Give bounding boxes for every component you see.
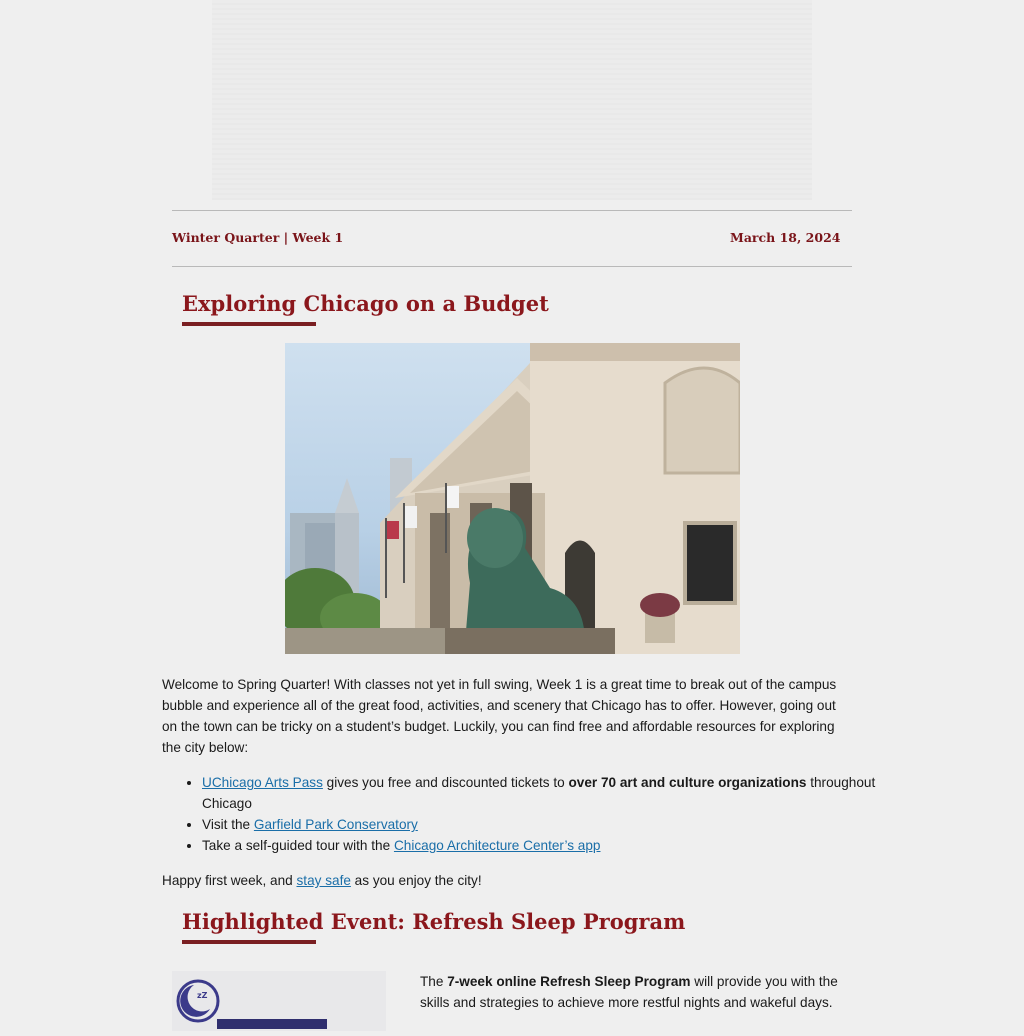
section-title-underline (182, 940, 316, 944)
art-institute-photo (285, 343, 740, 654)
event-description (420, 971, 850, 1013)
section-title-event: Highlighted Event: Refresh Sleep Program (182, 909, 686, 934)
list-item-tail: throughout Chicago (202, 775, 876, 811)
list-item (202, 835, 892, 856)
resources-list (162, 772, 892, 856)
garfield-park-link[interactable]: Garfield Park Conservatory (253, 817, 418, 832)
architecture-center-app-link[interactable]: Chicago Architecture Center’s app (393, 838, 601, 853)
intro-text: Welcome to Spring Quarter! With classes not yet in full swing, Week 1 is a great time to break out of the campus bubble and experience all of the great food, activities, and scenery that Chicago has to offer. However, going out on the town can be tricky on a student’s budget. Luckily, you can find free and affordable resources for exploring the city below: (162, 677, 837, 755)
section-title-underline (182, 322, 316, 326)
closing-prefix: Happy first week, and (162, 873, 297, 888)
list-item-bold: over 70 art and culture organizations (568, 775, 807, 790)
issue-date: March 18, 2024 (730, 230, 841, 245)
closing-suffix: as you enjoy the city! (350, 873, 482, 888)
event-text-prefix: The (420, 974, 448, 989)
header-banner-image (212, 0, 812, 200)
event-text-bold: 7-week online Refresh Sleep Program (447, 974, 691, 989)
closing-paragraph (162, 870, 854, 891)
event-text-suffix: will provide you with the skills and strategies to achieve more restful nights and wakeful days. (420, 974, 838, 1010)
list-item (202, 772, 892, 814)
refresh-sleep-logo-image (172, 971, 386, 1031)
arts-pass-link[interactable]: UChicago Arts Pass (202, 775, 323, 790)
list-item (202, 814, 892, 835)
moon-icon (172, 971, 386, 1031)
top-divider (172, 210, 852, 211)
quarter-week-label: Winter Quarter | Week 1 (172, 230, 344, 245)
list-item-text: gives you free and discounted tickets to (322, 775, 569, 790)
list-item-prefix: Take a self-guided tour with the (202, 838, 394, 853)
svg-text:zZ: zZ (197, 991, 208, 1000)
section-title-budget: Exploring Chicago on a Budget (182, 291, 549, 316)
intro-paragraph (162, 674, 854, 758)
stay-safe-link[interactable]: stay safe (296, 873, 351, 888)
list-item-prefix: Visit the (202, 817, 254, 832)
bottom-divider (172, 266, 852, 267)
